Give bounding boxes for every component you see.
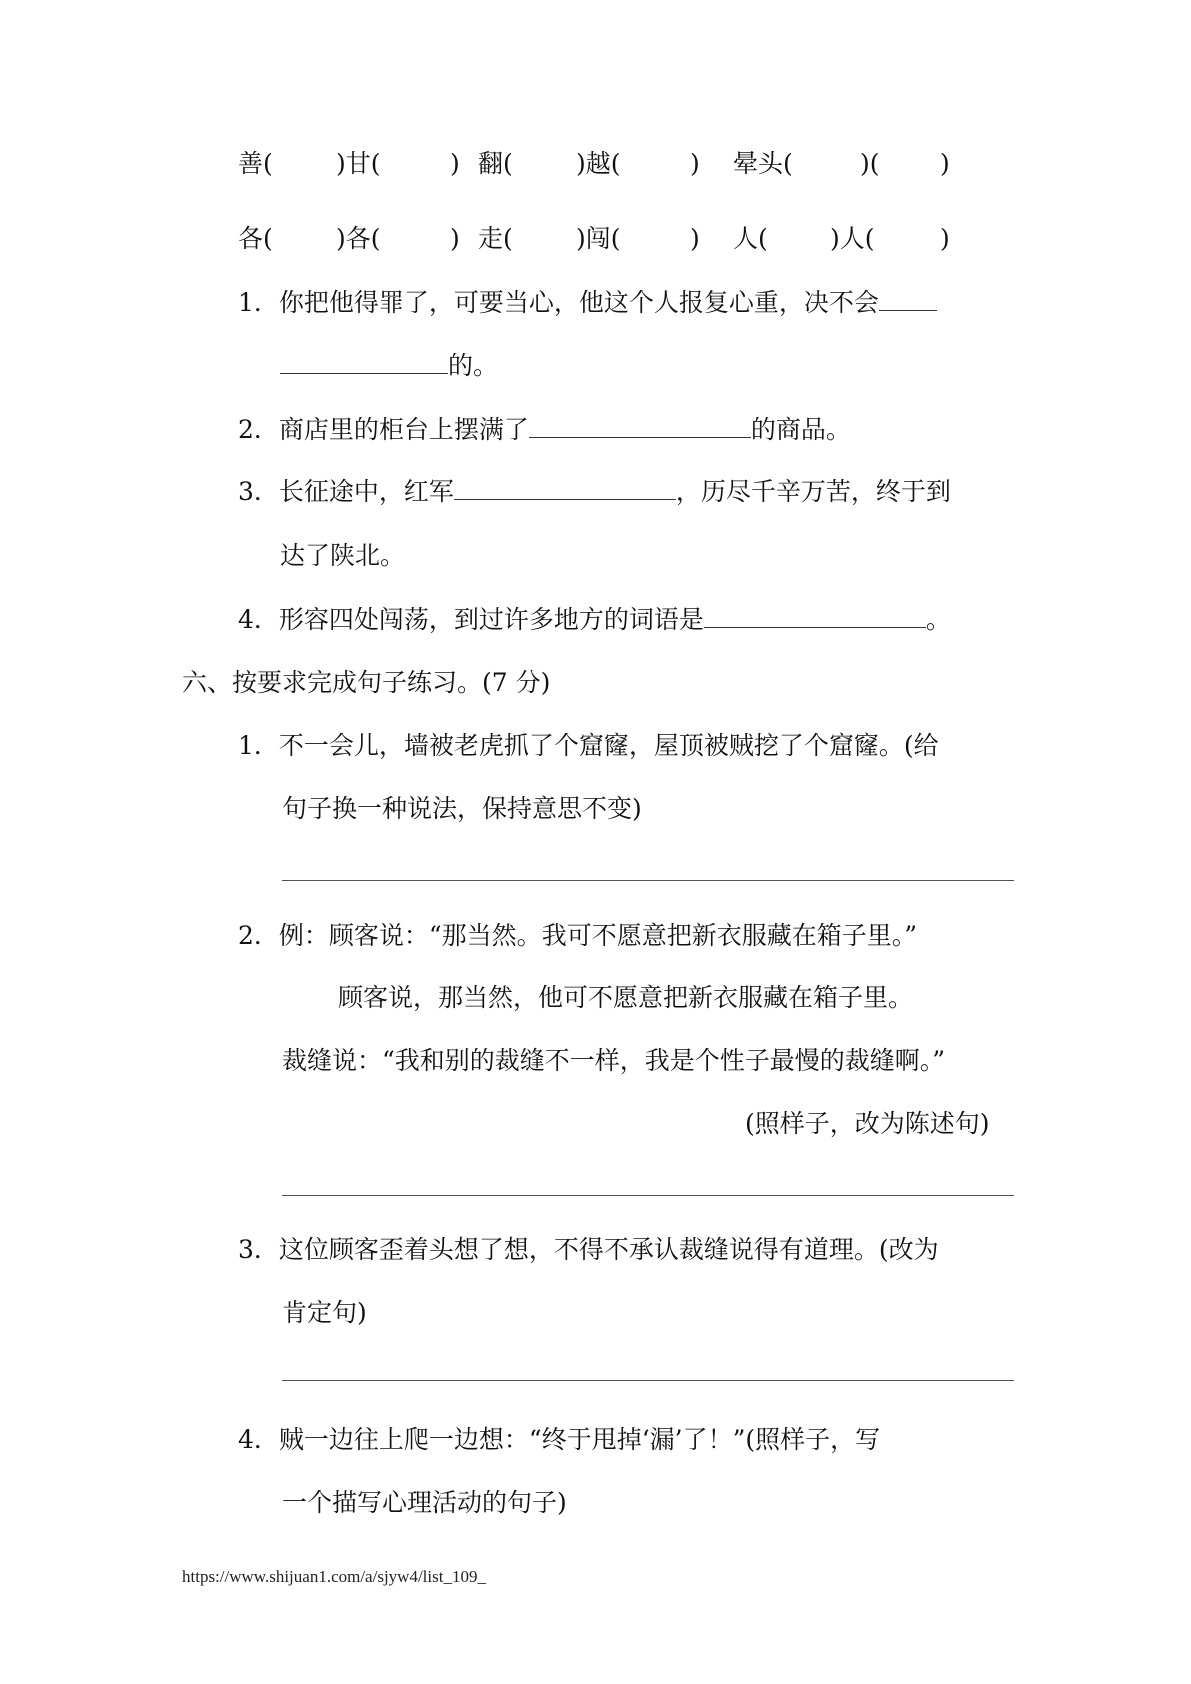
idiom-part: )( [860,149,880,178]
section6-q1-line2: 句子换一种说法，保持意思不变) [282,794,642,823]
question-text: 2．商店里的柜台上摆满了 [238,415,529,444]
answer-line[interactable] [282,1380,1014,1381]
idiom-part: ) [450,224,460,253]
blank[interactable] [704,603,926,628]
idiom-part: 各( [238,224,273,253]
fill-question-3-continuation [280,539,405,573]
blank[interactable] [454,475,676,500]
idiom-part: )人( [830,224,875,253]
fill-question-4 [238,603,951,637]
fill-question-2 [238,413,851,447]
idiom-part: ) [690,224,700,253]
answer-line[interactable] [282,880,1014,881]
idiom-part: )闯( [576,224,621,253]
footer-url[interactable]: https://www.shijuan1.com/a/sjyw4/list_109_ [182,1567,486,1586]
idiom-part: 翻( [478,149,513,178]
section-title: 六、按要求完成句子练习。(7 分) [182,668,551,697]
blank[interactable] [529,413,751,438]
blank[interactable] [879,286,937,311]
question-text: 。 [925,605,951,634]
question-text: ，历尽千辛万苦，终于到 [675,477,951,506]
section6-q4-line2: 一个描写心理活动的句子) [282,1488,567,1517]
section6-q3-line1: 3．这位顾客歪着头想了想，不得不承认裁缝说得有道理。(改为 [238,1235,939,1264]
section6-q1-line1: 1．不一会儿，墙被老虎抓了个窟窿，屋顶被贼挖了个窟窿。(给 [238,731,939,760]
idiom-part: ) [450,149,460,178]
section6-q2-line3: 裁缝说：“我和别的裁缝不一样，我是个性子最慢的裁缝啊。” [282,1046,946,1075]
question-text: 1．你把他得罪了，可要当心，他这个人报复心重，决不会 [238,288,879,317]
idiom-part: ) [940,149,950,178]
section6-q2-line1: 2．例：顾客说：“那当然。我可不愿意把新衣服藏在箱子里。” [238,921,917,950]
idiom-part: 晕头( [733,149,793,178]
fill-question-3 [238,475,951,509]
fill-question-1-continuation [280,349,498,383]
idiom-part: )甘( [336,149,381,178]
question-text: 的。 [448,351,499,380]
idiom-part: 善( [238,149,273,178]
idiom-part: )越( [576,149,621,178]
idiom-part: 人( [733,224,768,253]
blank[interactable] [280,349,448,374]
fill-question-1 [238,286,937,320]
question-text: 4．形容四处闯荡，到过许多地方的词语是 [238,605,704,634]
section6-q2-line4: (照样子，改为陈述句) [745,1109,990,1138]
idiom-part: 走( [478,224,513,253]
idiom-part: ) [940,224,950,253]
question-text: 3．长征途中，红军 [238,477,454,506]
answer-line[interactable] [282,1195,1014,1196]
section6-q2-line2: 顾客说，那当然，他可不愿意把新衣服藏在箱子里。 [338,983,914,1012]
question-text: 达了陕北。 [280,541,406,570]
question-text: 的商品。 [750,415,851,444]
idiom-part: ) [690,149,700,178]
section6-q4-line1: 4．贼一边往上爬一边想：“终于甩掉‘漏’了！”(照样子，写 [238,1425,881,1454]
section6-q3-line2: 肯定句) [282,1298,367,1327]
idiom-part: )各( [336,224,381,253]
